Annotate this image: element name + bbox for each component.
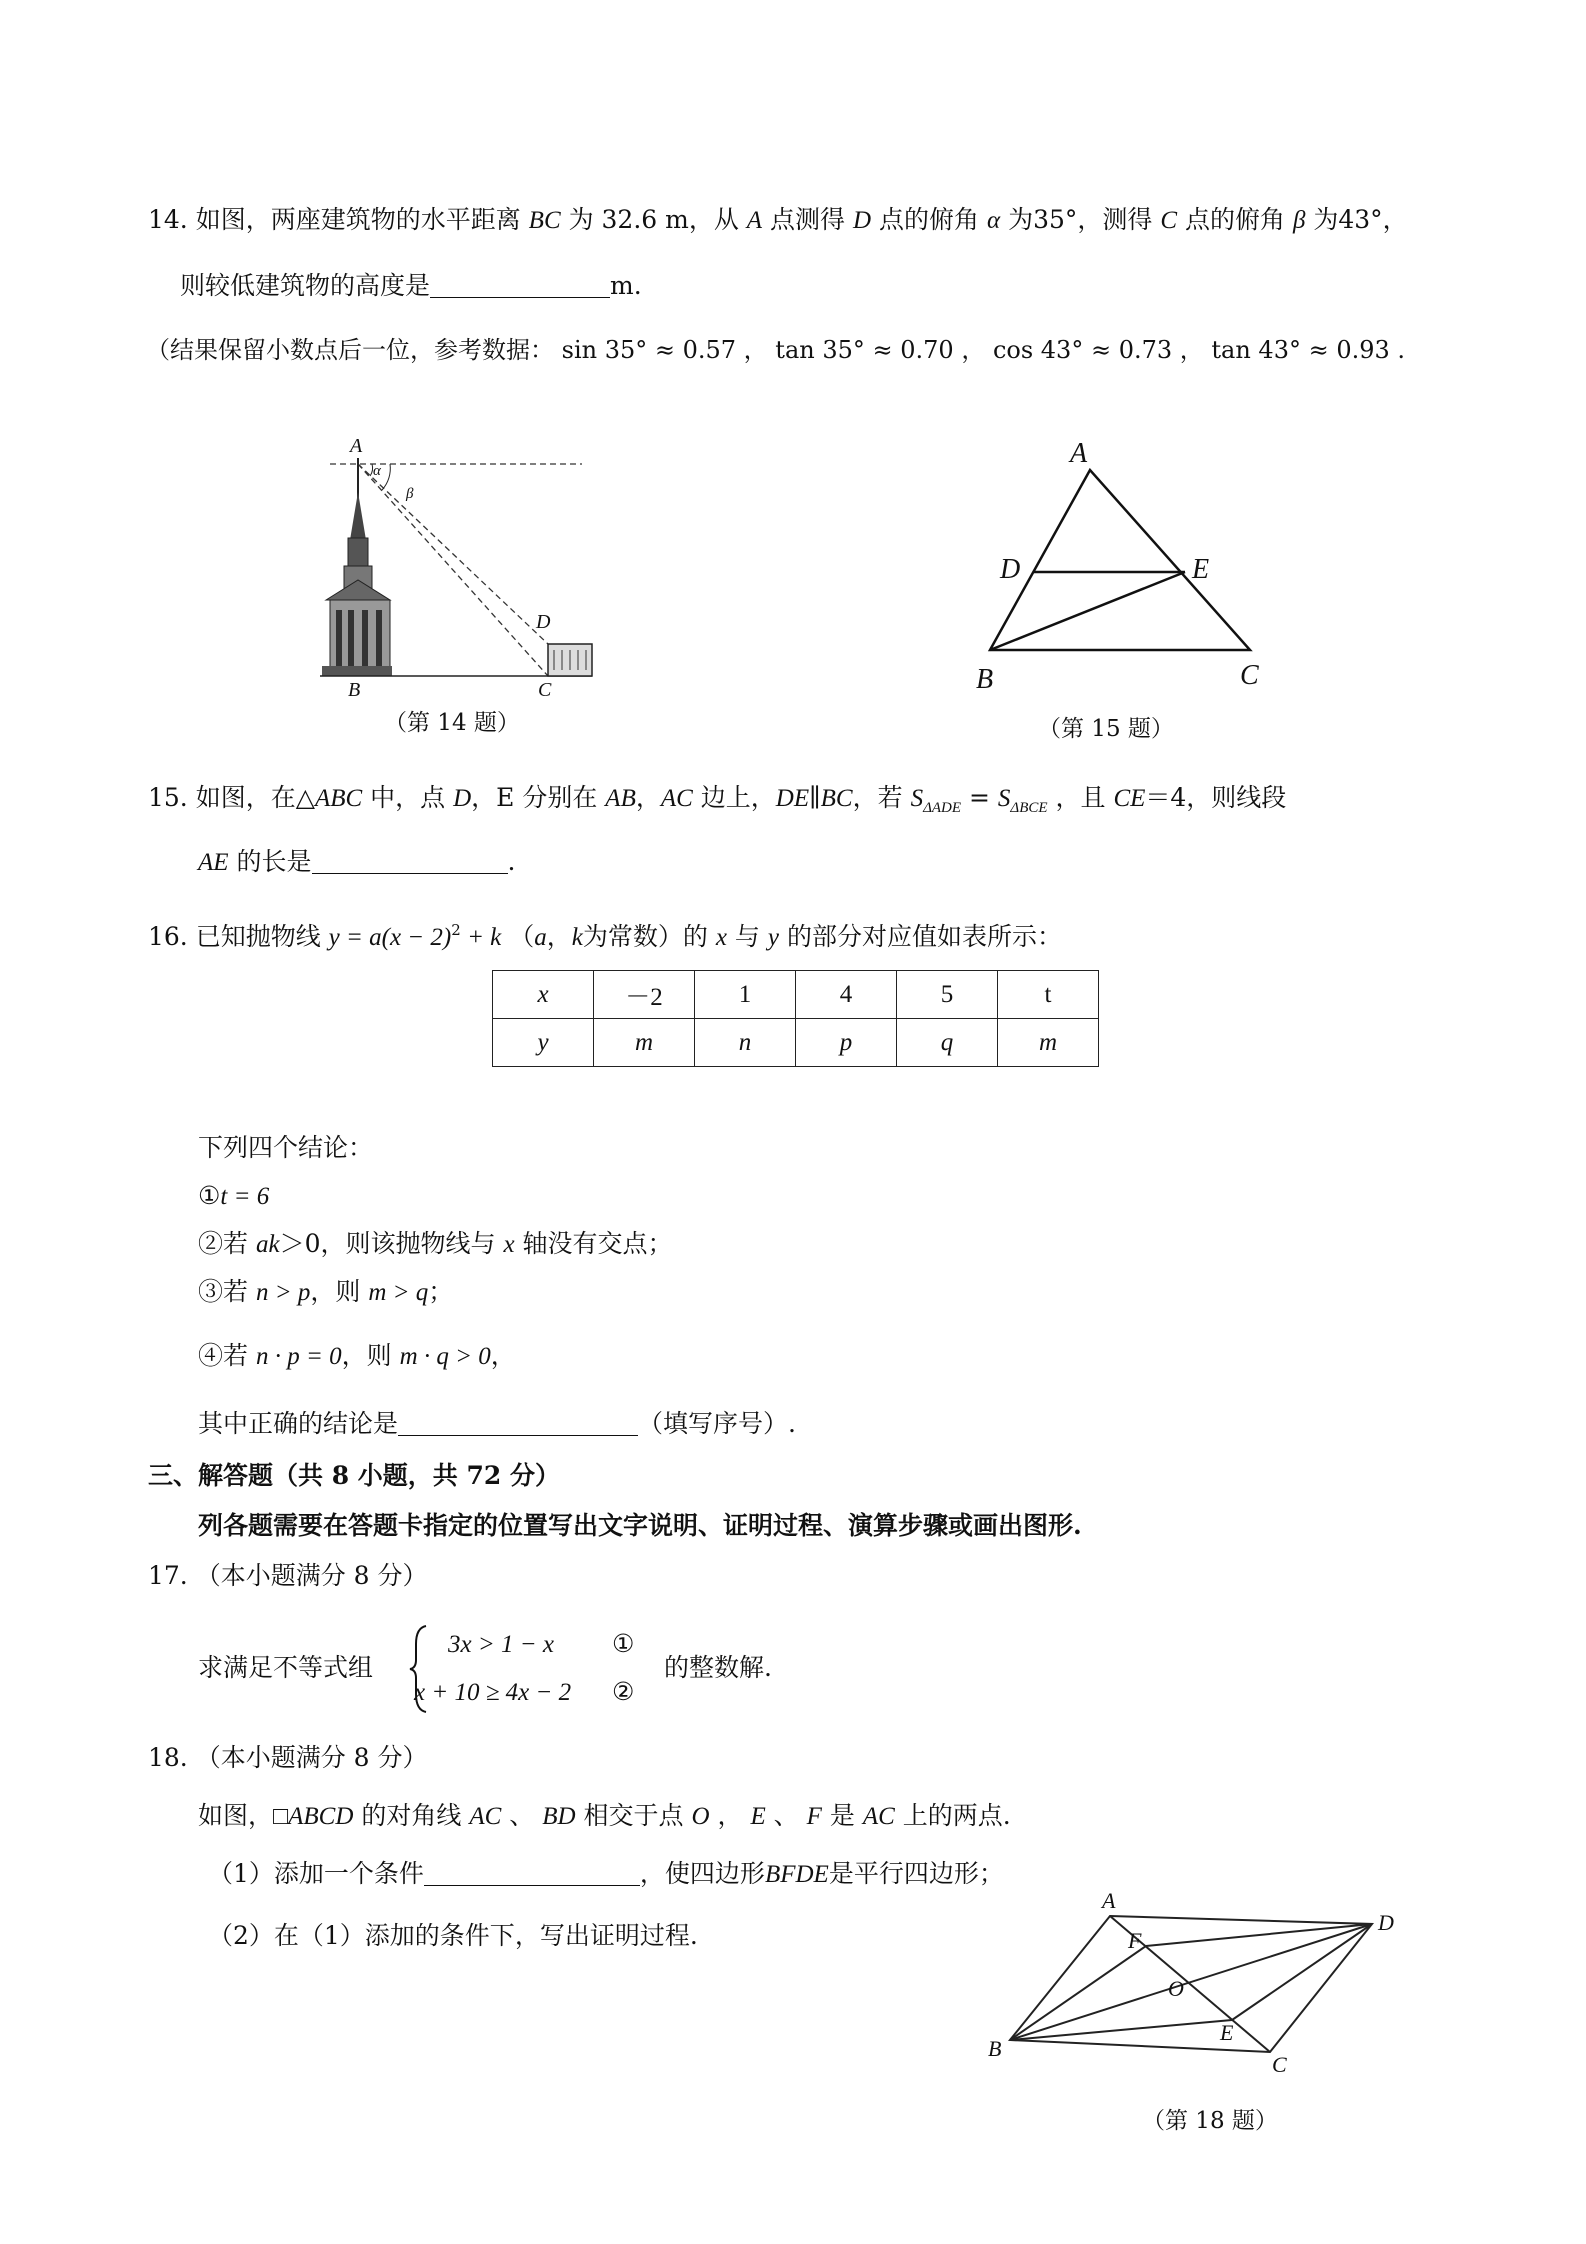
q18-part1: （1）添加一个条件 ，使四边形BFDE是平行四边形； xyxy=(208,1859,1004,1888)
label-c: C xyxy=(1272,2052,1287,2077)
value-table xyxy=(492,970,1099,1067)
table-cell: x xyxy=(493,971,594,1019)
triangle-abc xyxy=(990,470,1250,650)
q18-condition-blank[interactable] xyxy=(424,1861,640,1886)
table-cell: q xyxy=(897,1019,998,1067)
q15-figure-caption: （第 15 题） xyxy=(1038,716,1174,742)
q18-header: 18. （本小题满分 8 分） xyxy=(148,1743,428,1772)
label-alpha: α xyxy=(373,463,381,479)
q16-conclusion-2: ②若 ak＞0，则该抛物线与 x 轴没有交点； xyxy=(198,1229,673,1258)
q14-line1: 14. 如图，两座建筑物的水平距离 BC 为 32.6 m，从 A 点测得 D 点的俯角 α 为35°，测得 C 点的俯角 β 为43°， xyxy=(148,205,1408,234)
table-cell: 5 xyxy=(897,971,998,1019)
label-a: A xyxy=(350,435,363,457)
table-row xyxy=(493,971,1099,1019)
low-building xyxy=(548,644,592,676)
label-d: D xyxy=(536,611,551,633)
label-o: O xyxy=(1168,1976,1184,2001)
table-row xyxy=(493,1019,1099,1067)
figure-15 xyxy=(960,440,1280,700)
section-3-instruction: 列各题需要在答题卡指定的位置写出文字说明、证明过程、演算步骤或画出图形. xyxy=(198,1511,1082,1540)
label-b: B xyxy=(988,2036,1002,2061)
q17-pre: 求满足不等式组 xyxy=(198,1653,374,1682)
q16-conclusion-1: ①t = 6 xyxy=(198,1181,270,1210)
q16-final: 其中正确的结论是 （填写序号）. xyxy=(198,1409,796,1438)
label-d: D xyxy=(1000,554,1021,585)
segment-bf xyxy=(1010,1946,1146,2040)
label-a: A xyxy=(1070,438,1088,469)
figure-14 xyxy=(320,430,620,700)
section-3-title: 三、解答题（共 8 小题，共 72 分） xyxy=(148,1461,561,1490)
angle-beta-arc xyxy=(382,464,390,490)
q15-line2: AE 的长是 . xyxy=(198,847,516,876)
q17-mark-2: ② xyxy=(612,1677,635,1706)
q17-post: 的整数解. xyxy=(664,1653,772,1682)
table-cell: 4 xyxy=(796,971,897,1019)
label-f: F xyxy=(1128,1928,1142,1953)
label-a: A xyxy=(1102,1888,1116,1913)
q17-mark-1: ① xyxy=(612,1629,635,1658)
q17-inequality-1: 3x > 1 − x xyxy=(448,1631,554,1658)
label-d: D xyxy=(1378,1910,1394,1935)
table-cell: －2 xyxy=(594,971,695,1019)
q14-answer-blank[interactable] xyxy=(430,273,610,298)
q14-reference-data: （结果保留小数点后一位，参考数据： sin 35° ≈ 0.57 ， tan 35° ≈ 0.70 ， cos 43° ≈ 0.73 ， tan 43° ≈ 0.93 . xyxy=(146,336,1406,364)
label-c: C xyxy=(1240,660,1259,691)
segment-ed xyxy=(1232,1924,1372,2020)
table-cell: 1 xyxy=(695,971,796,1019)
table-cell: p xyxy=(796,1019,897,1067)
q16-answer-blank[interactable] xyxy=(398,1411,638,1436)
q18-figure-caption: （第 18 题） xyxy=(1142,2108,1278,2134)
label-c: C xyxy=(538,679,552,701)
q18-part2: （2）在（1）添加的条件下，写出证明过程. xyxy=(208,1921,698,1950)
q15-answer-blank[interactable] xyxy=(312,849,508,874)
label-b: B xyxy=(976,664,994,695)
table-cell: n xyxy=(695,1019,796,1067)
q15-line1: 15. 如图，在△ABC 中，点 D，E 分别在 AB，AC 边上，DE∥BC，若 $S_{\Delta ADE} = S_{\Delta BCE}$ ，且 CE＝4，则线段 xyxy=(148,783,1287,816)
table-cell: m xyxy=(998,1019,1099,1067)
table-cell: t xyxy=(998,971,1099,1019)
q17-header: 17. （本小题满分 8 分） xyxy=(148,1561,428,1590)
label-e: E xyxy=(1220,2020,1234,2045)
table-cell: y xyxy=(493,1019,594,1067)
q14-line2: 则较低建筑物的高度是 m. xyxy=(180,271,642,300)
label-e: E xyxy=(1192,554,1210,585)
q16-conclusion-4: ④若 n · p = 0，则 m · q > 0， xyxy=(198,1341,516,1370)
q14-figure-caption: （第 14 题） xyxy=(384,710,520,736)
q16-intro: 下列四个结论： xyxy=(198,1133,374,1162)
figure-18 xyxy=(980,1890,1420,2090)
label-beta: β xyxy=(406,486,414,502)
label-b: B xyxy=(348,679,361,701)
q16-conclusion-3: ③若 n > p，则 m > q； xyxy=(198,1277,454,1306)
q16-line1: 16. 已知抛物线 $y = a(x - 2)^2 + k$ （a，k为常数）的 x 与 y 的部分对应值如表所示： xyxy=(148,921,1062,951)
q18-line1: 如图，□ABCD 的对角线 AC 、 BD 相交于点 O ， E 、 F 是 AC 上的两点. xyxy=(198,1801,1011,1830)
q17-inequality-2: x + 10 ≥ 4x − 2 xyxy=(414,1679,572,1706)
table-cell: m xyxy=(594,1019,695,1067)
